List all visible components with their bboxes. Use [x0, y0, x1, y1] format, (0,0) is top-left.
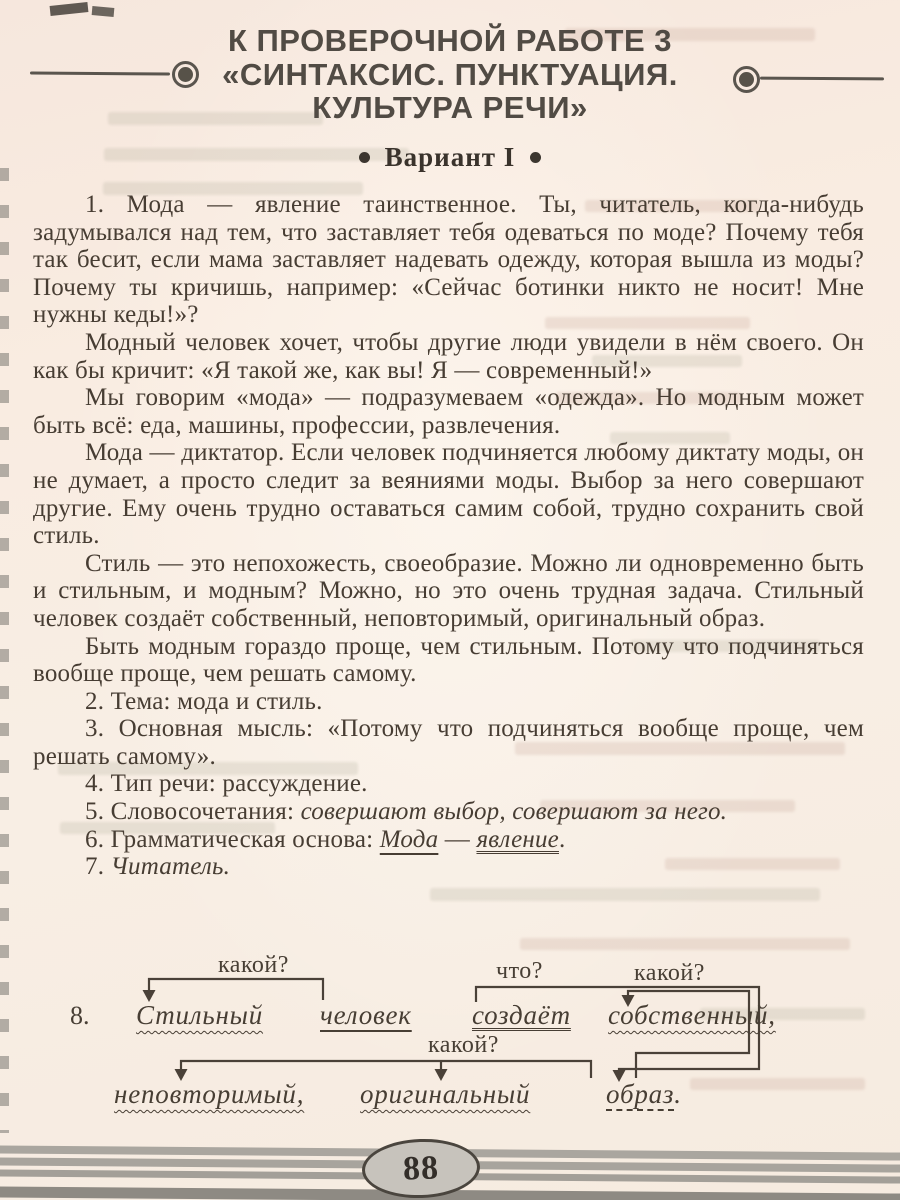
item-6-dash: — [438, 825, 477, 853]
scan-corner-artifact [50, 2, 89, 16]
question-label-top-left: какой? [218, 952, 289, 978]
page-number: 88 [402, 1148, 440, 1188]
word-sobstvenny: собственный, [608, 1000, 776, 1030]
paragraph-2: Модный человек хочет, чтобы другие люди увидели в нём своего. Он как бы кричит: «Я такой же, как вы! Я — современный!» [33, 328, 864, 384]
arrow-kakoj-to-stilny [149, 979, 323, 1000]
item-5-label: 5. Словосочетания: [85, 798, 301, 826]
item-6-label: 6. Грамматическая основа: [85, 825, 380, 853]
paragraph-5: Стиль — это непохожесть, своеобразие. Можно ли одновременно быть и стильным, и модным? Можно, но это очень трудная задача. Стильный человек создаёт собственный, неповторимый, оригинальный образ. [33, 549, 864, 632]
word-nepovtorimy: неповторимый, [114, 1079, 305, 1109]
decorative-bullet-icon [733, 66, 760, 93]
item-6-period: . [558, 825, 566, 853]
word-obraz-group [606, 1079, 682, 1110]
item-5-phrase: совершают выбор, совершают за него. [300, 798, 728, 826]
variant-heading [0, 142, 900, 173]
word-stilny: Стильный [136, 1000, 264, 1030]
paragraph-6: Быть модным гораздо проще, чем стильным. Потому что подчиняться вообще проще, чем решать самому. [33, 632, 864, 688]
title-line-2: «СИНТАКСИС. ПУНКТУАЦИЯ. [222, 56, 678, 92]
paragraph-1: 1. Мода — явление таинственное. Ты, читатель, когда-нибудь задумывался над тем, что заставляет тебя одеваться по моде? Почему тебя так бесит, если мама заставляет надевать одежду, которая вышла из моды? Почему ты кричишь, например: «Сейчас ботинки никто не носит! Мне нужны кеды!»? [33, 191, 864, 329]
word-obraz: образ [606, 1079, 675, 1109]
scan-corner-artifact [92, 6, 115, 17]
word-originalny: оригинальный [360, 1079, 531, 1109]
answer-item-6 [33, 826, 864, 854]
bleed-through-smudge [430, 888, 820, 901]
item-7-word: Читатель. [110, 853, 231, 881]
title-line-1: К ПРОВЕРОЧНОЙ РАБОТЕ 3 [227, 23, 673, 58]
answer-item-4: 4. Тип речи: рассуждение. [85, 770, 368, 798]
answer-item-2: 2. Тема: мода и стиль. [85, 687, 323, 715]
title-line-3: КУЛЬТУРА РЕЧИ» [312, 90, 588, 125]
item-7-label: 7. [85, 853, 111, 881]
spine-edge-marks [0, 168, 9, 1133]
syntax-diagram [30, 948, 875, 1160]
question-label-top-mid: что? [496, 958, 543, 984]
word-chelovek: человек [320, 1000, 412, 1030]
sentence-period: . [674, 1079, 682, 1109]
answer-item-7 [33, 853, 864, 881]
item-6-subject: Мода [379, 825, 439, 853]
answer-text-block [33, 191, 864, 881]
answer-item-3: 3. Основная мысль: «Потому что подчиняться вообще проще, чем решать самому». [33, 715, 864, 770]
paragraph-4: Мода — диктатор. Если человек подчиняется любому диктату моды, он не думает, а просто следит за веяниями моды. Выбор за него совершают другие. Ему очень трудно оставаться самим собой, трудно сохранить свой стиль. [33, 439, 864, 550]
item-6-predicate: явление [476, 825, 559, 853]
answer-item-5 [33, 798, 864, 826]
bullet-icon [359, 152, 370, 163]
question-label-top-right: какой? [634, 960, 705, 986]
bullet-icon [530, 152, 541, 163]
item-8-number: 8. [70, 1001, 90, 1030]
word-sozdaet: создаёт [472, 1000, 571, 1030]
arrow-kakoj-to-nepovtorimy [181, 1061, 591, 1078]
decorative-bullet-icon [172, 61, 199, 88]
paragraph-3: Мы говорим «мода» — подразумеваем «одежда». Но модным может быть всё: еда, машины, профессии, развлечения. [33, 384, 864, 439]
question-label-bottom: какой? [428, 1032, 499, 1058]
variant-label: Вариант I [384, 142, 516, 172]
